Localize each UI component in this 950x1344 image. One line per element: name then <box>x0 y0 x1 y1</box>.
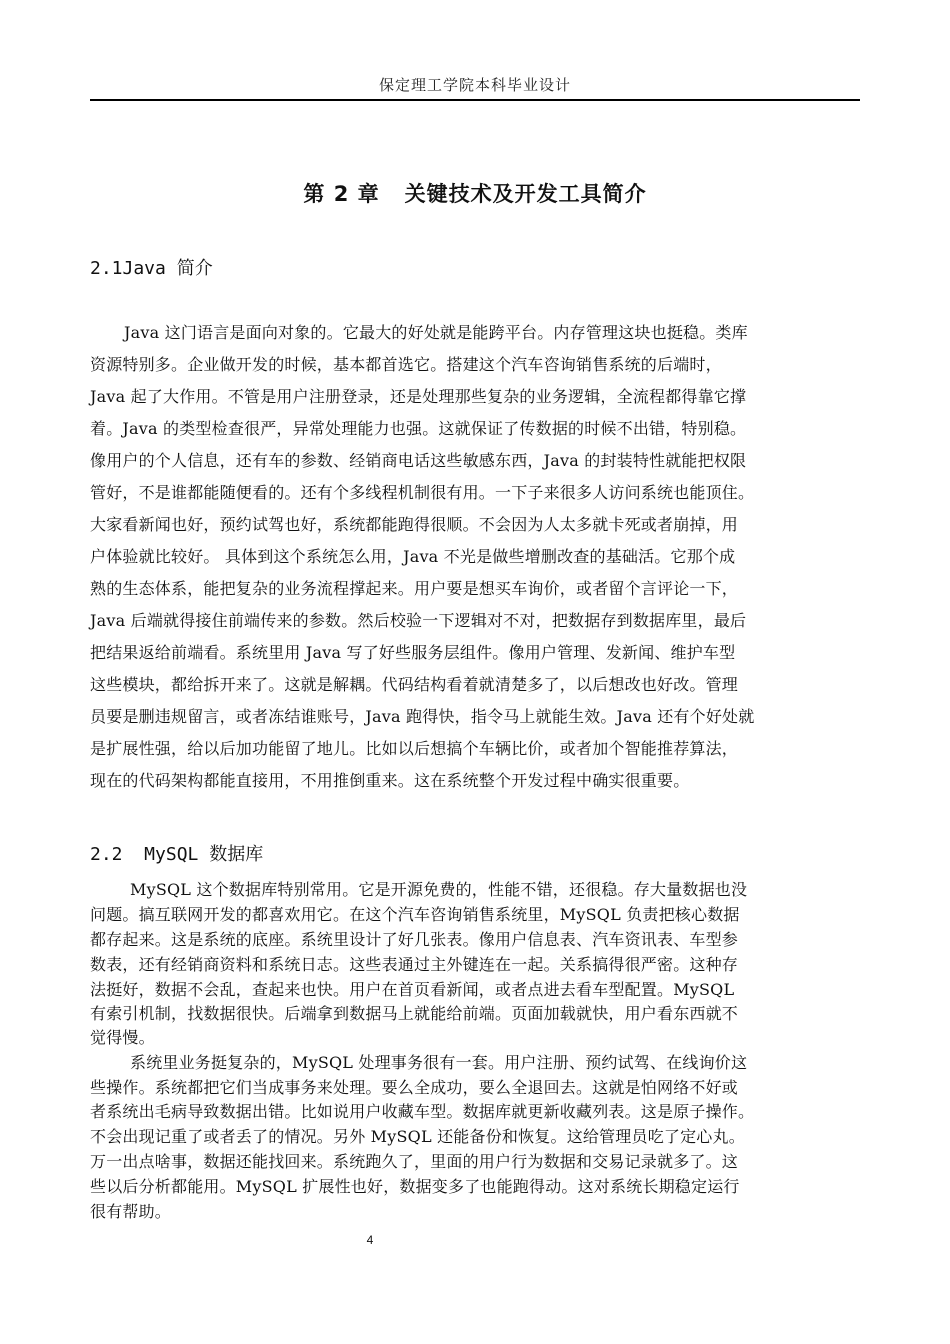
mysql-paragraph-line: 法挺好，数据不会乱，查起来也快。用户在首页看新闻，或者点进去看车型配置。MySQL <box>90 980 735 999</box>
mysql-paragraph-line: 很有帮助。 <box>90 1202 172 1221</box>
mysql-paragraph-line: 数表，还有经销商资料和系统日志。这些表通过主外键连在一起。关系搞得很严密。这种存 <box>90 955 739 974</box>
java-paragraph-line: 员要是删违规留言，或者冻结谁账号，Java 跑得快，指令马上就能生效。Java 还有个好处就 <box>90 707 755 726</box>
chapter-title: 第 2 章 关键技术及开发工具简介 <box>303 182 647 206</box>
mysql-paragraph-line: 万一出点啥事，数据还能找回来。系统跑久了，里面的用户行为数据和交易记录就多了。这 <box>90 1152 739 1171</box>
mysql-paragraph-line: 些以后分析都能用。MySQL 扩展性也好，数据变多了也能跑得动。这对系统长期稳定运行 <box>90 1177 740 1196</box>
mysql-paragraph-line: 有索引机制，找数据很快。后端拿到数据马上就能给前端。页面加载就快，用户看东西就不 <box>90 1004 739 1023</box>
section-heading-mysql: 2.2 MySQL 数据库 <box>90 844 264 865</box>
java-paragraph-line: 是扩展性强，给以后加功能留了地儿。比如以后想搞个车辆比价，或者加个智能推荐算法， <box>90 739 739 758</box>
java-paragraph-line: 户体验就比较好。 具体到这个系统怎么用，Java 不光是做些增删改查的基础活。它那个成 <box>90 547 736 566</box>
page-number: 4 <box>366 1233 374 1247</box>
java-paragraph-line: 现在的代码架构都能直接用，不用推倒重来。这在系统整个开发过程中确实很重要。 <box>90 771 690 790</box>
java-paragraph-line: Java 起了大作用。不管是用户注册登录，还是处理那些复杂的业务逻辑，全流程都得靠它撑 <box>90 387 747 406</box>
java-paragraph-line: 管好，不是谁都能随便看的。还有个多线程机制很有用。一下子来很多人访问系统也能顶住。 <box>90 483 755 502</box>
mysql-paragraph-line: 觉得慢。 <box>90 1028 155 1047</box>
java-paragraph-line: 资源特别多。企业做开发的时候，基本都首选它。搭建这个汽车咨询销售系统的后端时， <box>90 355 722 374</box>
mysql-paragraph-line: 都存起来。这是系统的底座。系统里设计了好几张表。像用户信息表、汽车资讯表、车型参 <box>90 930 739 949</box>
mysql-paragraph-line: 系统里业务挺复杂的，MySQL 处理事务很有一套。用户注册、预约试驾、在线询价这 <box>130 1053 748 1072</box>
java-paragraph-line: Java 后端就得接住前端传来的参数。然后校验一下逻辑对不对，把数据存到数据库里，最后 <box>90 611 747 630</box>
running-header: 保定理工学院本科毕业设计 <box>378 76 571 94</box>
java-paragraph-line: 着。Java 的类型检查很严，异常处理能力也强。这就保证了传数据的时候不出错，特别稳。 <box>90 419 747 438</box>
java-paragraph-line: 这些模块，都给拆开来了。这就是解耦。代码结构看着就清楚多了，以后想改也好改。管理 <box>90 675 739 694</box>
section-heading-java: 2.1Java 简介 <box>90 258 213 279</box>
mysql-paragraph-line: 些操作。系统都把它们当成事务来处理。要么全成功，要么全退回去。这就是怕网络不好或 <box>90 1078 739 1097</box>
java-paragraph-line: Java 这门语言是面向对象的。它最大的好处就是能跨平台。内存管理这块也挺稳。类库 <box>124 323 748 342</box>
mysql-paragraph-line: 不会出现记重了或者丢了的情况。另外 MySQL 还能备份和恢复。这给管理员吃了定心丸。 <box>90 1127 745 1146</box>
java-paragraph-line: 熟的生态体系，能把复杂的业务流程撑起来。用户要是想买车询价，或者留个言评论一下， <box>90 579 739 598</box>
mysql-paragraph-line: MySQL 这个数据库特别常用。它是开源免费的，性能不错，还很稳。存大量数据也没 <box>130 880 748 899</box>
java-paragraph-line: 把结果返给前端看。系统里用 Java 写了好些服务层组件。像用户管理、发新闻、维护车型 <box>90 643 736 662</box>
mysql-paragraph-line: 问题。搞互联网开发的都喜欢用它。在这个汽车咨询销售系统里，MySQL 负责把核心数据 <box>90 905 740 924</box>
mysql-paragraph-line: 者系统出毛病导致数据出错。比如说用户收藏车型。数据库就更新收藏列表。这是原子操作。 <box>90 1102 755 1121</box>
header-rule <box>90 99 860 101</box>
java-paragraph-line: 大家看新闻也好，预约试驾也好，系统都能跑得很顺。不会因为人太多就卡死或者崩掉，用 <box>90 515 739 534</box>
java-paragraph-line: 像用户的个人信息，还有车的参数、经销商电话这些敏感东西，Java 的封装特性就能把权限 <box>90 451 747 470</box>
